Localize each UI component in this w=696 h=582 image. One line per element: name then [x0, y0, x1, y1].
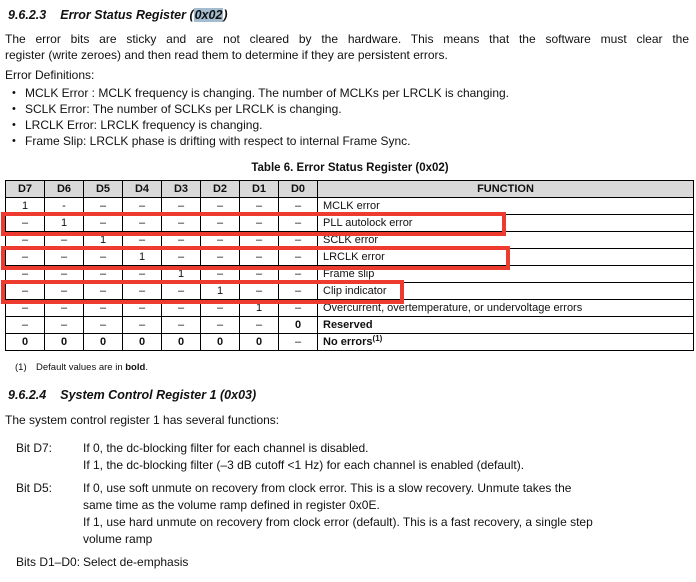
bit-cell: 1 [6, 198, 45, 215]
bit-cell: – [123, 215, 162, 232]
bit-cell: 0 [45, 334, 84, 351]
function-text: Clip indicator [323, 285, 387, 297]
bit-cell: – [123, 198, 162, 215]
bit-cell: – [240, 215, 279, 232]
bit-text-line: volume ramp [83, 532, 153, 546]
footnote [15, 362, 690, 374]
bit-cell: – [201, 300, 240, 317]
error-status-table [5, 180, 694, 351]
bit-label: Bits D1–D0: [16, 555, 81, 569]
bit-cell: 0 [201, 334, 240, 351]
function-cell [318, 334, 694, 351]
bit-text-line: same time as the volume ramp defined in register 0x0E. [83, 498, 380, 512]
table-header-cell: D2 [201, 181, 240, 198]
section-title-post: ) [223, 8, 228, 22]
function-text: No errors [323, 336, 373, 348]
bit-cell: – [279, 266, 318, 283]
bit-cell: 0 [162, 334, 201, 351]
register-address-highlight: 0x02 [194, 8, 223, 22]
bit-cell: 0 [6, 334, 45, 351]
function-text: LRCLK error [323, 251, 385, 263]
bit-cell: – [201, 198, 240, 215]
bit-cell: – [123, 266, 162, 283]
table-header-cell: D0 [279, 181, 318, 198]
bit-lines [83, 480, 690, 548]
function-text: Reserved [323, 319, 373, 331]
table-header-cell: D6 [45, 181, 84, 198]
bit-text-line: If 1, use hard unmute on recovery from clock error (default). This is a fast recovery, a single step [83, 515, 593, 529]
function-cell [318, 232, 694, 249]
bit-cell: 0 [123, 334, 162, 351]
bit-cell: – [45, 249, 84, 266]
bit-cell: – [201, 266, 240, 283]
bit-cell: – [279, 249, 318, 266]
paragraph-line: The error bits are sticky and are not cleared by the hardware. This means that the software must clear the [5, 32, 689, 46]
bit-cell: – [6, 317, 45, 334]
bit-text-line: Select de-emphasis [83, 555, 189, 569]
footnote-text: Default values are in bold. [36, 362, 148, 373]
function-text: Frame slip [323, 268, 375, 280]
bit-cell: – [6, 300, 45, 317]
bullet-icon: • [12, 87, 16, 99]
bit-cell: – [123, 317, 162, 334]
bit-cell: – [162, 249, 201, 266]
bit-cell: – [240, 317, 279, 334]
bullet-text: LRCLK Error: LRCLK frequency is changing. [25, 118, 263, 132]
table-header-cell: D3 [162, 181, 201, 198]
bit-cell: – [279, 232, 318, 249]
function-cell [318, 215, 694, 232]
table-caption: Table 6. Error Status Register (0x02) [251, 162, 449, 174]
table-body [6, 198, 694, 351]
bit-cell: – [201, 249, 240, 266]
footnote-marker: (1) [15, 362, 27, 373]
table-row [6, 198, 694, 215]
section-title-2: System Control Register 1 (0x03) [60, 388, 257, 402]
bit-cell: – [162, 283, 201, 300]
bit-lines [83, 440, 690, 474]
bit-cell: – [279, 215, 318, 232]
table-row [6, 300, 694, 317]
bit-cell: – [6, 266, 45, 283]
bullet-text: SCLK Error: The number of SCLKs per LRCLK is changing. [25, 102, 342, 116]
bullet-item [5, 117, 690, 133]
bit-cell: – [123, 232, 162, 249]
bit-cell: – [162, 300, 201, 317]
bit-cell: 1 [240, 300, 279, 317]
bullet-icon: • [12, 135, 16, 147]
bit-cell: – [45, 266, 84, 283]
bit-cell: – [162, 198, 201, 215]
bit-cell: 0 [279, 317, 318, 334]
table-row [6, 283, 694, 300]
bit-cell: – [279, 300, 318, 317]
bit-cell: – [162, 232, 201, 249]
bullet-text: MCLK Error : MCLK frequency is changing. The number of MCLKs per LRCLK is changing. [25, 86, 509, 100]
function-text: Overcurrent, overtemperature, or undervoltage errors [323, 302, 583, 314]
function-cell [318, 317, 694, 334]
bullet-item [5, 133, 690, 149]
table-row [6, 266, 694, 283]
bit-cell: – [84, 249, 123, 266]
bit-label: Bit D7: [16, 441, 53, 455]
table-header-cell: D7 [6, 181, 45, 198]
bit-cell: 1 [84, 232, 123, 249]
function-text: SCLK error [323, 234, 379, 246]
bit-definition [16, 554, 690, 571]
footnote-reference: (1) [372, 334, 383, 343]
section-heading-2 [8, 388, 690, 403]
bit-cell: – [279, 334, 318, 351]
bit-cell: – [45, 232, 84, 249]
section-heading-1 [8, 8, 690, 23]
bit-cell: – [84, 283, 123, 300]
bit-cell: – [162, 215, 201, 232]
bit-cell: – [6, 283, 45, 300]
table-header-row [6, 181, 694, 198]
bit-cell: – [84, 215, 123, 232]
paragraph-line: register (write zeroes) and then read them to determine if they are persistent errors. [5, 48, 448, 62]
bit-cell: – [45, 283, 84, 300]
bit-cell: – [84, 317, 123, 334]
bit-cell: – [6, 215, 45, 232]
bit-cell: – [201, 232, 240, 249]
bit-cell: – [279, 198, 318, 215]
bit-cell: - [45, 198, 84, 215]
table-header-cell: D5 [84, 181, 123, 198]
section-number-2: 9.6.2.4 [8, 388, 47, 402]
table-row [6, 215, 694, 232]
function-cell [318, 300, 694, 317]
bit-cell: – [6, 232, 45, 249]
bit-cell: 1 [201, 283, 240, 300]
section-number: 9.6.2.3 [8, 8, 47, 22]
bit-cell: – [240, 232, 279, 249]
bit-lines [83, 554, 690, 571]
function-cell [318, 198, 694, 215]
table-row [6, 249, 694, 266]
bit-cell: – [123, 300, 162, 317]
section-title-pre: Error Status Register ( [60, 8, 194, 22]
bit-text-line: If 0, use soft unmute on recovery from clock error. This is a slow recovery. Unmute takes the [83, 481, 572, 495]
bit-cell: – [162, 317, 201, 334]
function-text: PLL autolock error [323, 217, 413, 229]
bit-cell: – [240, 266, 279, 283]
table-row [6, 232, 694, 249]
table-header-cell: D1 [240, 181, 279, 198]
function-text: MCLK error [323, 200, 380, 212]
table-header-cell: D4 [123, 181, 162, 198]
bit-cell: 0 [84, 334, 123, 351]
bit-definition [16, 440, 690, 474]
bit-cell: – [84, 266, 123, 283]
bullet-item [5, 85, 690, 101]
bit-cell: – [201, 317, 240, 334]
bit-label: Bit D5: [16, 481, 53, 495]
bit-cell: – [84, 198, 123, 215]
bit-text-line: If 0, the dc-blocking filter for each channel is disabled. [83, 441, 369, 455]
bit-cell: – [45, 317, 84, 334]
bit-cell: 1 [45, 215, 84, 232]
bit-cell: – [123, 283, 162, 300]
bullet-icon: • [12, 119, 16, 131]
bit-definition [16, 480, 690, 548]
bit-cell: – [201, 215, 240, 232]
bullet-icon: • [12, 103, 16, 115]
table-wrapper [5, 180, 690, 351]
bit-cell: – [45, 300, 84, 317]
bit-cell: 0 [240, 334, 279, 351]
function-cell [318, 249, 694, 266]
bit-cell: – [240, 249, 279, 266]
bullet-item [5, 101, 690, 117]
bit-cell: – [6, 249, 45, 266]
bit-cell: 1 [162, 266, 201, 283]
function-cell [318, 266, 694, 283]
bit-text-line: If 1, the dc-blocking filter (–3 dB cutoff <1 Hz) for each channel is enabled (default). [83, 458, 525, 472]
footnote-bold-word: bold [125, 362, 146, 373]
table-row [6, 317, 694, 334]
function-cell [318, 283, 694, 300]
bit-cell: – [240, 198, 279, 215]
bit-definitions [16, 440, 690, 571]
bit-cell: – [240, 283, 279, 300]
table-header-function: FUNCTION [318, 181, 694, 198]
error-definitions-list [5, 85, 690, 149]
bit-cell: 1 [123, 249, 162, 266]
table-row [6, 334, 694, 351]
intro-paragraph [5, 31, 690, 63]
bit-cell: – [84, 300, 123, 317]
bullet-text: Frame Slip: LRCLK phase is drifting with respect to internal Frame Sync. [25, 134, 411, 148]
error-definitions-label: Error Definitions: [5, 68, 95, 82]
section2-paragraph: The system control register 1 has several functions: [5, 413, 280, 427]
bit-cell: – [279, 283, 318, 300]
